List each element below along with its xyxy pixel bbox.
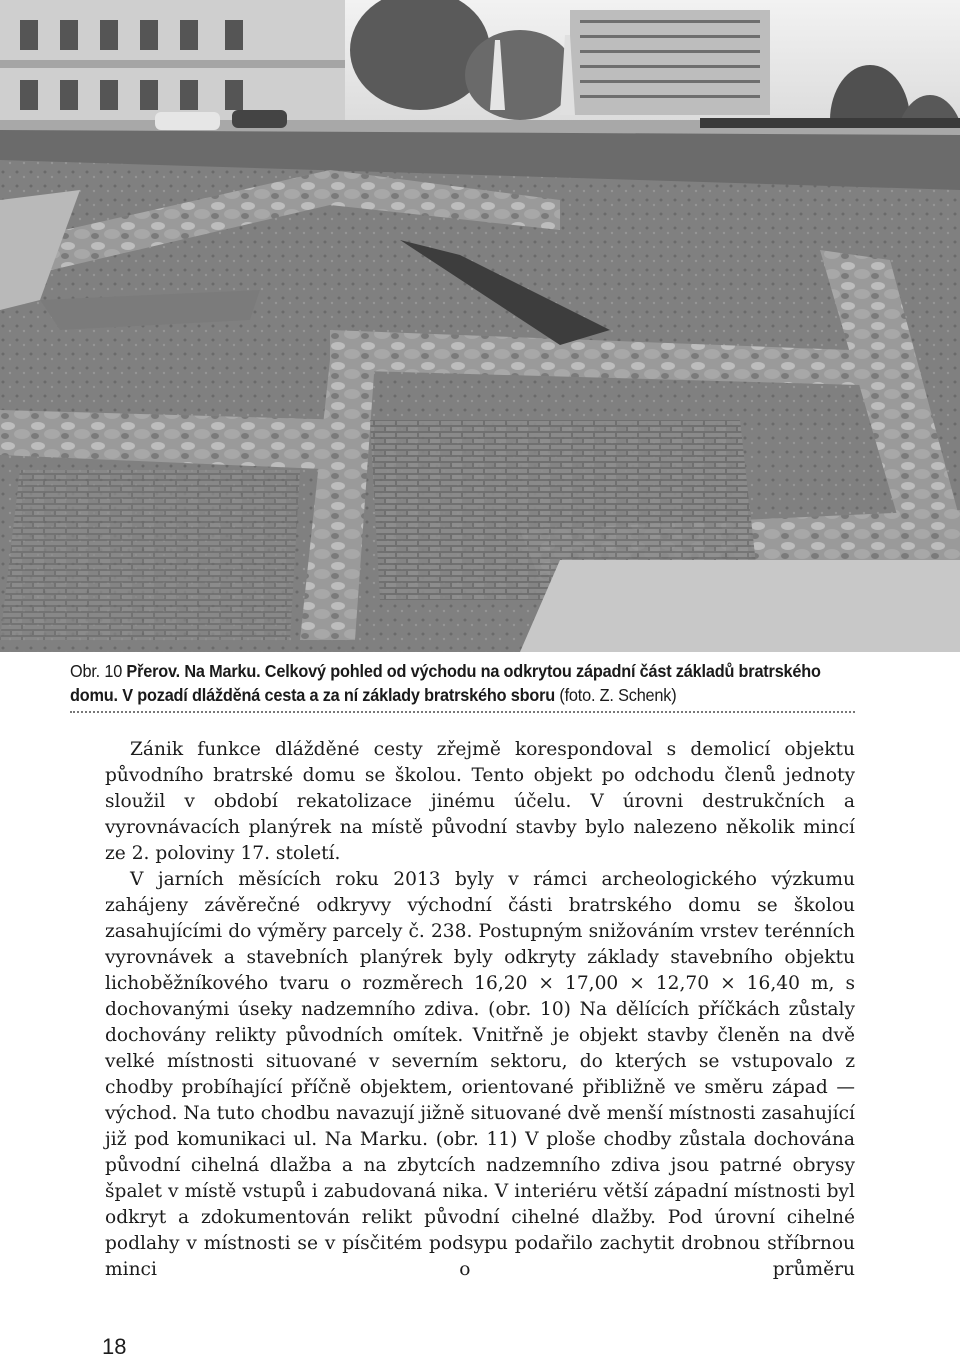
figure-caption [70, 659, 821, 707]
paragraph-1: Zánik funkce dlážděné cesty zřejmě korespondoval s demolicí objektu původního bratrské domu se školou. Tento objekt po odchodu členů jednoty sloužil v období rekatolizace jinému účelu. V úrovni destrukčních a vyrovnávacích planýrek na místě původní stavby bylo nalezeno několik mincí ze 2. poloviny 17. století. [105, 739, 855, 864]
page-number: 18 [102, 1334, 127, 1359]
figure-number: Obr. 10 [70, 661, 123, 681]
figure-title: Přerov. Na Marku. Celkový pohled od východu na odkrytou západní část základů bratrského [126, 661, 821, 681]
figure-credit: (foto. Z. Schenk) [559, 685, 677, 705]
figure-title-line2: domu. V pozadí dlážděná cesta a za ní základy bratrského sboru [70, 685, 555, 705]
excavation-photo [0, 0, 960, 652]
paragraph-2: V jarních měsících roku 2013 byly v rámci archeologického výzkumu zahájeny závěrečné odkryvy východní části bratrského domu se školou zasahujícími do výměry parcely č. 238. Postupným snižováním vrstev terénních vyrovnávek a stavebních planýrek byly odkryty základy stavebního objektu lichoběžníkového tvaru o rozměrech 16,20 × 17,00 × 12,70 × 16,40 m, s dochovanými úseky nadzemního zdiva. (obr. 10) Na dělících příčkách zůstaly dochovány relikty původních omítek. Vnitřně je objekt stavby členěn na dvě velké místnosti situované v severním sektoru, do kterých se vstupovalo z chodby probíhající příčně objektem, orientované přibližně ve směru západ — východ. Na tuto chodbu navazují jižně situované dvě menší místnosti zasahující již pod komunikaci ul. Na Marku. (obr. 11) V ploše chodby zůstala dochována původní cihelná dlažba a na zbytcích nadzemního zdiva jsou patrné obrysy špalet v místě vstupů i zabudovaná nika. V interiéru větší západní místnosti byl odkryt a zdokumentován relikt původní cihelné dlažby. Pod úrovní cihelné podlahy v místnosti se v písčitém podsypu podařilo zachytit drobnou stříbrnou minci o průměru [105, 869, 855, 1280]
article-body [105, 737, 855, 1283]
photo-icon [0, 0, 960, 652]
dotted-divider [70, 711, 855, 713]
